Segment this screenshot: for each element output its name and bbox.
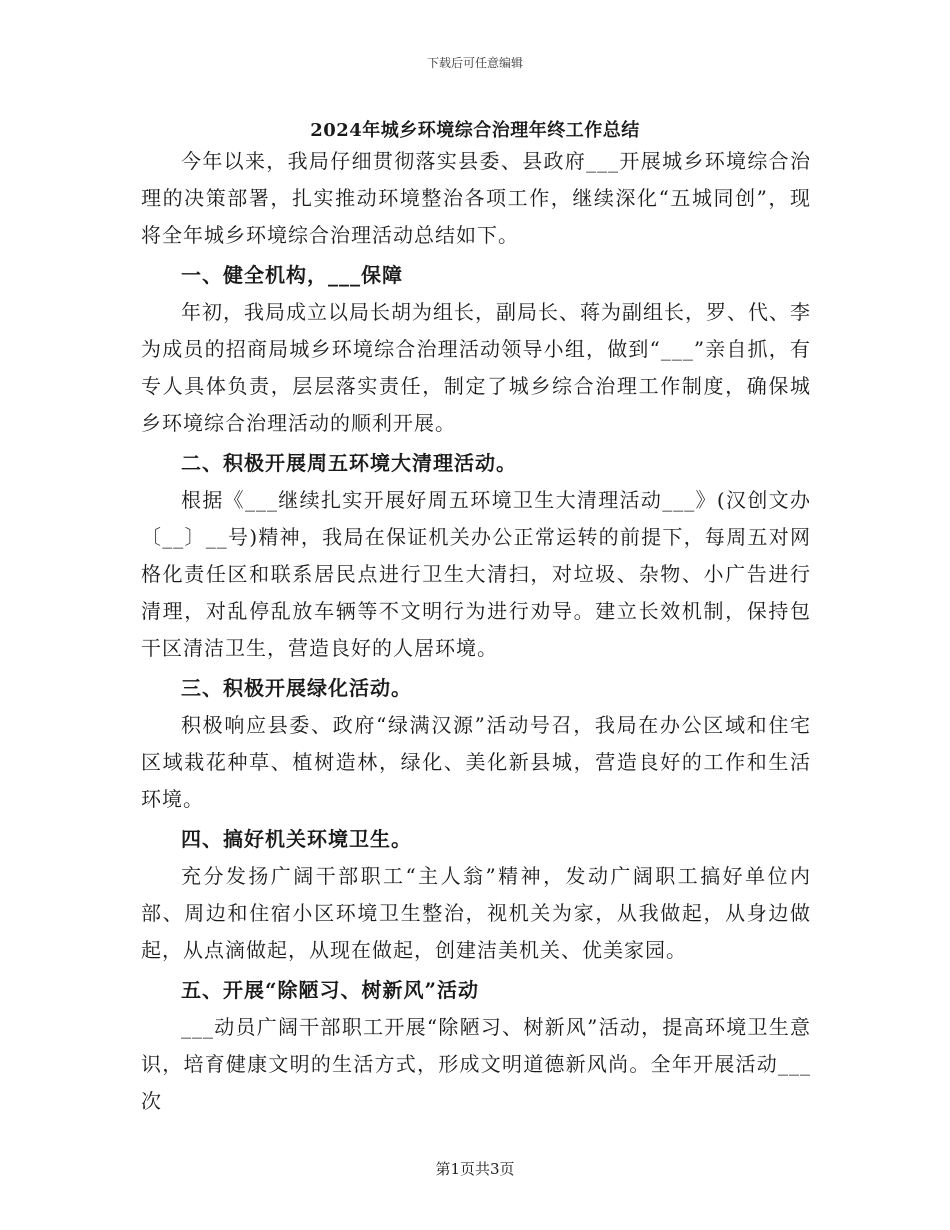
intro-paragraph: 今年以来，我局仔细贯彻落实县委、县政府___开展城乡环境综合治理的决策部署，扎实推动环境整治各项工作，继续深化“五城同创”，现将全年城乡环境综合治理活动总结如下。 — [141, 149, 811, 247]
document-body — [141, 143, 811, 1120]
section-heading-2: 二、积极开展周五环境大清理活动。 — [181, 451, 517, 475]
document-title: 2024年城乡环境综合治理年终工作总结 — [310, 120, 640, 141]
header-note: 下载后可任意编辑 — [426, 56, 523, 70]
section-body-4: 充分发扬广阔干部职工“主人翁”精神，发动广阔职工搞好单位内部、周边和住宿小区环境卫生整治，视机关为家，从我做起，从身边做起，从点滴做起，从现在做起，创建洁美机关、优美家园。 — [141, 864, 811, 962]
section-body-5: ___动员广阔干部职工开展“除陋习、树新风”活动，提高环境卫生意识，培育健康文明的生活方式，形成文明道德新风尚。全年开展活动___次 — [141, 1015, 811, 1113]
section-heading-1: 一、健全机构，___保障 — [181, 263, 403, 287]
section-body-1: 年初，我局成立以局长胡为组长，副局长、蒋为副组长，罗、代、李为成员的招商局城乡环境综合治理活动领导小组，做到“___”亲自抓，有专人具体负责，层层落实责任，制定了城乡综合治理工作制度，确保城乡环境综合治理活动的顺利开展。 — [141, 300, 811, 435]
page-footer: 第1页共3页 — [435, 1160, 515, 1178]
section-heading-4: 四、搞好机关环境卫生。 — [181, 827, 412, 851]
section-body-3: 积极响应县委、政府“绿满汉源”活动号召，我局在办公区域和住宅区域栽花种草、植树造林，绿化、美化新县城，营造良好的工作和生活环境。 — [141, 713, 811, 811]
section-heading-3: 三、积极开展绿化活动。 — [181, 676, 412, 700]
section-heading-5: 五、开展“除陋习、树新风”活动 — [181, 978, 480, 1002]
section-body-2: 根据《___继续扎实开展好周五环境卫生大清理活动___》(汉创文办〔__〕__号)精神，我局在保证机关办公正常运转的前提下，每周五对网格化责任区和联系居民点进行卫生大清扫，对垃圾、杂物、小广告进行清理，对乱停乱放车辆等不文明行为进行劝导。建立长效机制，保持包干区清洁卫生，营造良好的人居环境。 — [141, 488, 811, 660]
